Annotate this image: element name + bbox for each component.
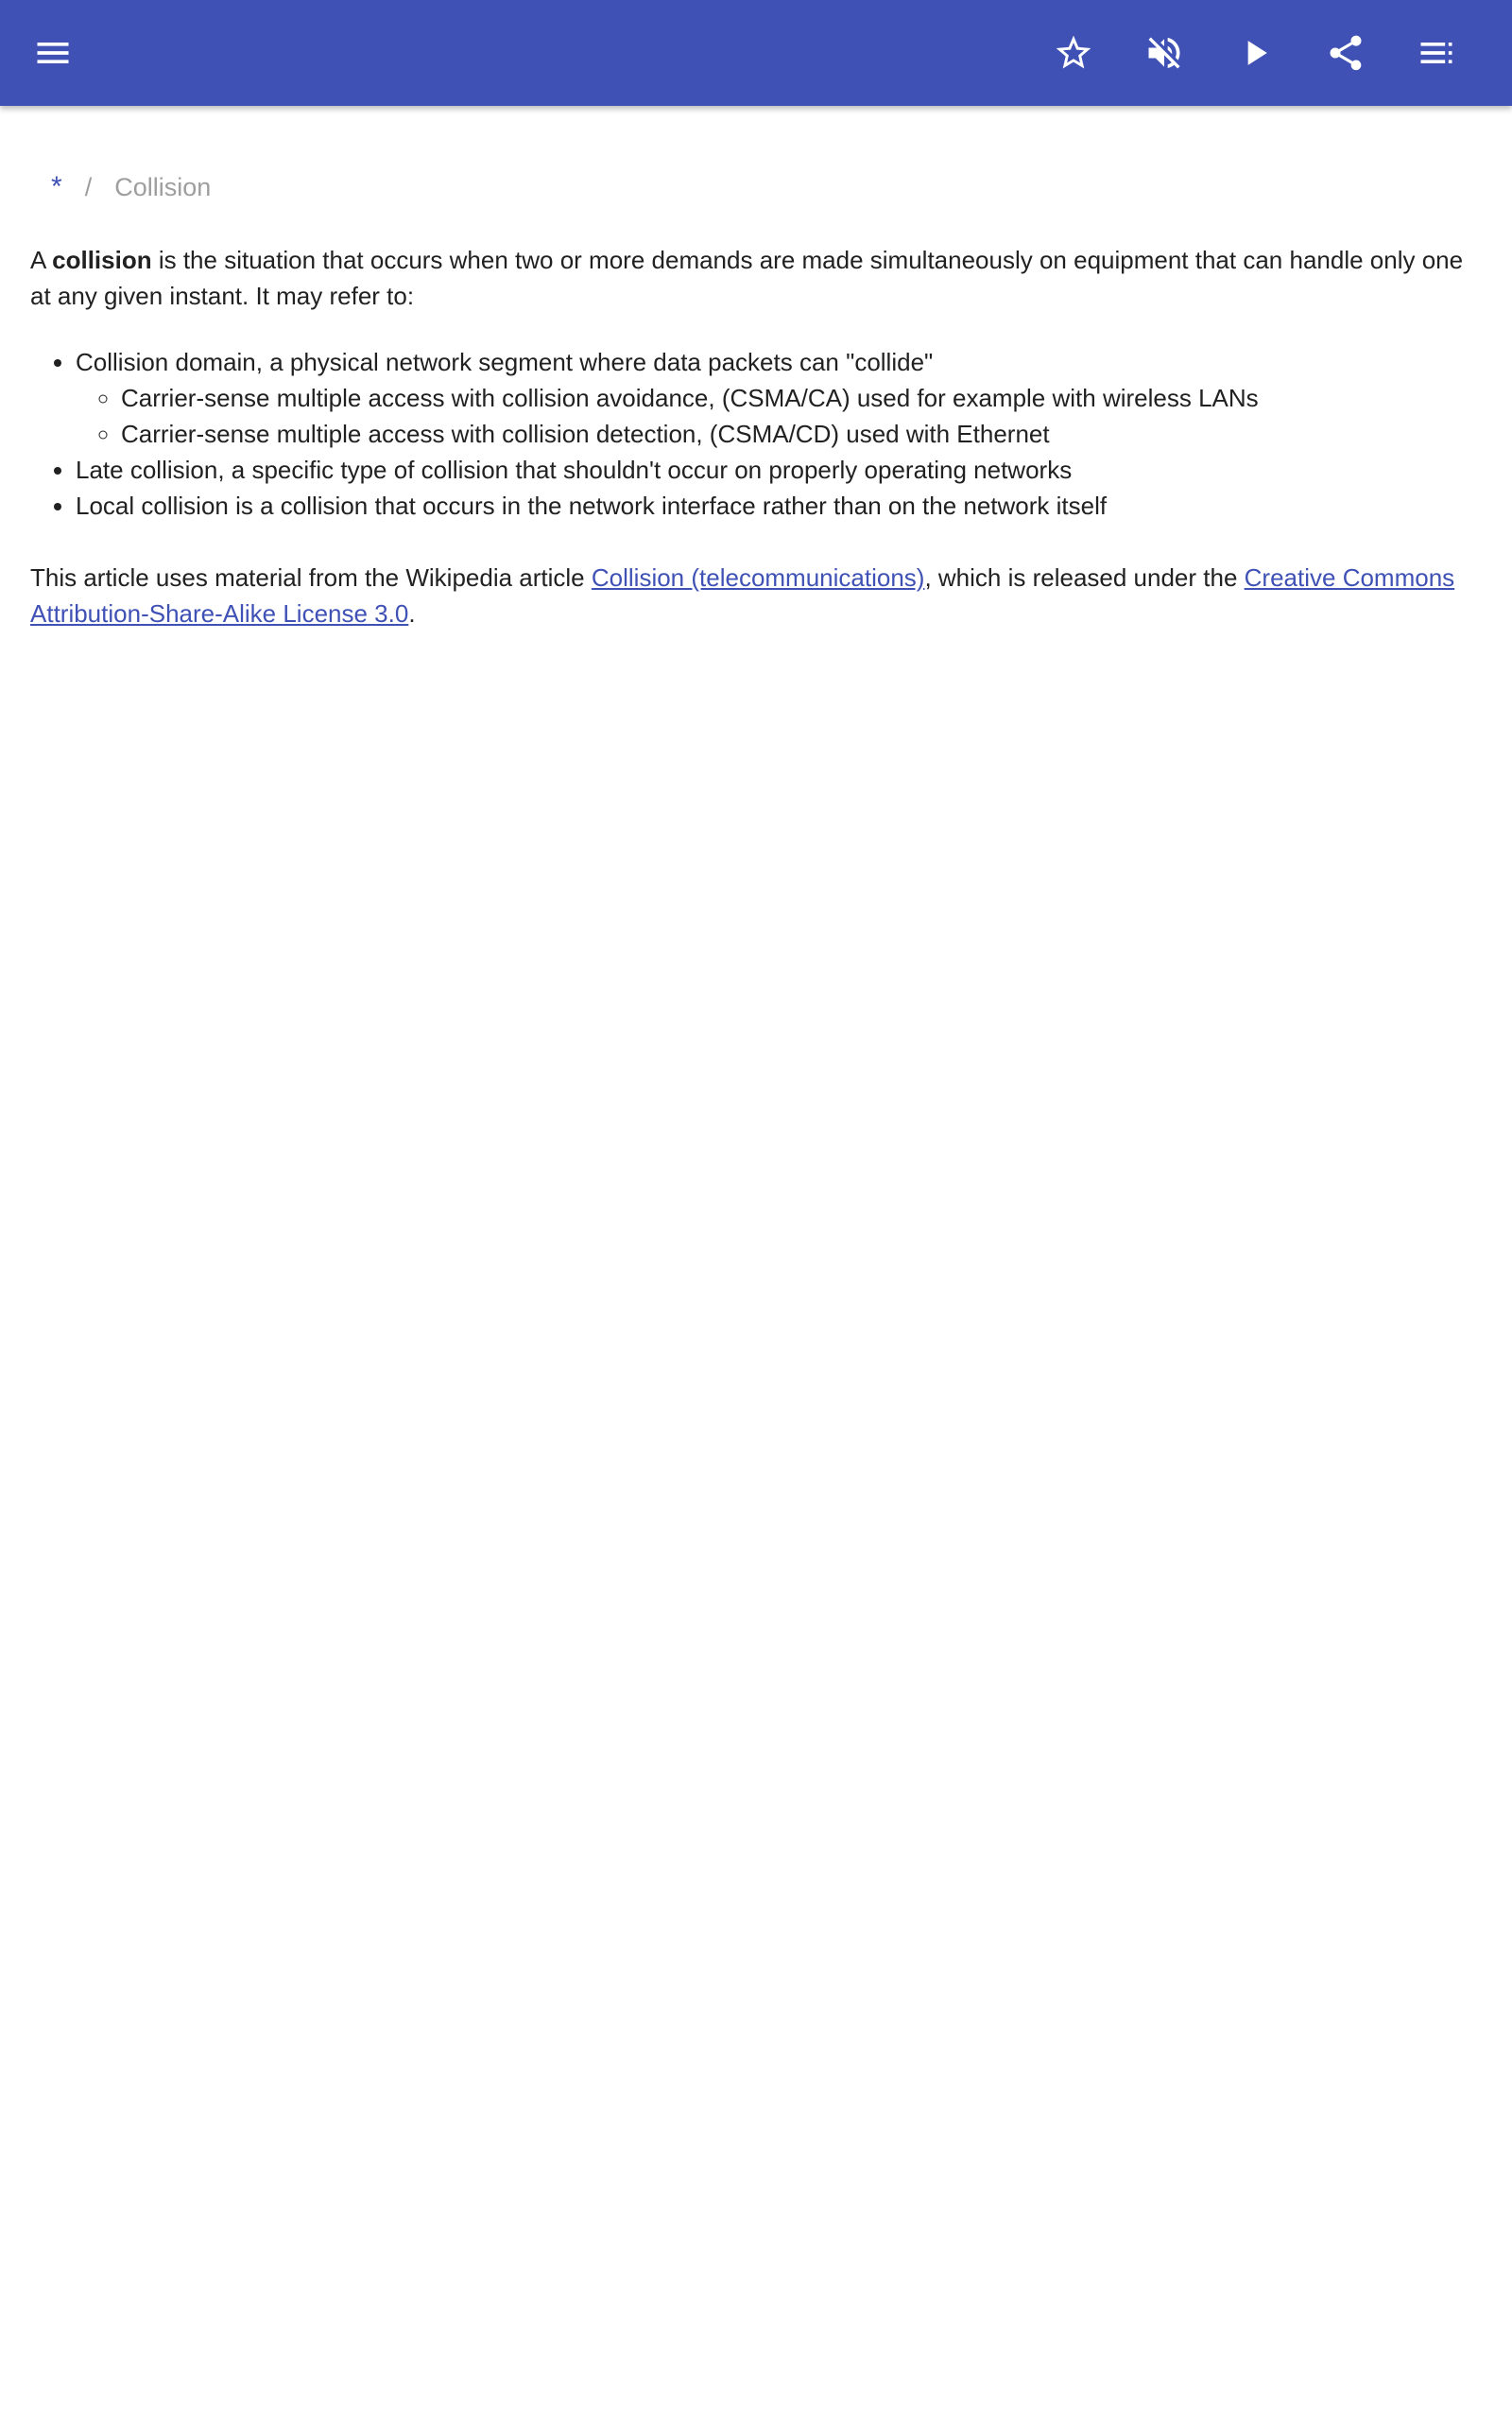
menu-icon[interactable]: [23, 23, 83, 83]
play-icon[interactable]: [1225, 23, 1285, 83]
breadcrumb-home-link[interactable]: *: [51, 171, 62, 202]
sub-list-item: ◦ Carrier-sense multiple access with collision detection, (CSMA/CD) used with Ethernet: [121, 416, 1482, 452]
volume-off-icon[interactable]: [1134, 23, 1194, 83]
sub-list-item: ◦ Carrier-sense multiple access with collision avoidance, (CSMA/CA) used for example with wireless LANs: [121, 380, 1482, 416]
intro-paragraph: [30, 242, 1482, 314]
meanings-list: [30, 344, 1482, 524]
sub-list: [76, 380, 1482, 452]
breadcrumb: [51, 161, 1482, 214]
wikipedia-article-link[interactable]: Collision (telecommunications): [591, 563, 925, 592]
attribution-paragraph: [30, 560, 1482, 631]
attribution-suffix: .: [408, 599, 416, 628]
breadcrumb-current: Collision: [114, 173, 212, 201]
list-item: • Late collision, a specific type of collision that shouldn't occur on properly operating networks: [76, 452, 1482, 488]
intro-prefix: A: [30, 246, 53, 274]
list-icon[interactable]: [1406, 23, 1467, 83]
list-item: • Local collision is a collision that occurs in the network interface rather than on the network itself: [76, 488, 1482, 524]
share-icon[interactable]: [1315, 23, 1376, 83]
list-item-text: Collision domain, a physical network segment where data packets can "collide": [76, 348, 934, 376]
license-link[interactable]: Creative Commons Attribution-Share-Alike License 3.0: [30, 563, 1455, 628]
breadcrumb-separator: /: [84, 173, 93, 201]
intro-bold-term: collision: [52, 246, 152, 274]
list-item: [76, 344, 1482, 452]
attribution-middle: , which is released under the: [924, 563, 1245, 592]
article-content: [30, 161, 1482, 631]
app-toolbar: [0, 0, 1512, 106]
intro-rest: is the situation that occurs when two or more demands are made simultaneously on equipment that can handle only one at any given instant. It may refer to:: [30, 246, 1464, 310]
star-outline-icon[interactable]: [1043, 23, 1104, 83]
attribution-prefix: This article uses material from the Wikipedia article: [30, 563, 592, 592]
